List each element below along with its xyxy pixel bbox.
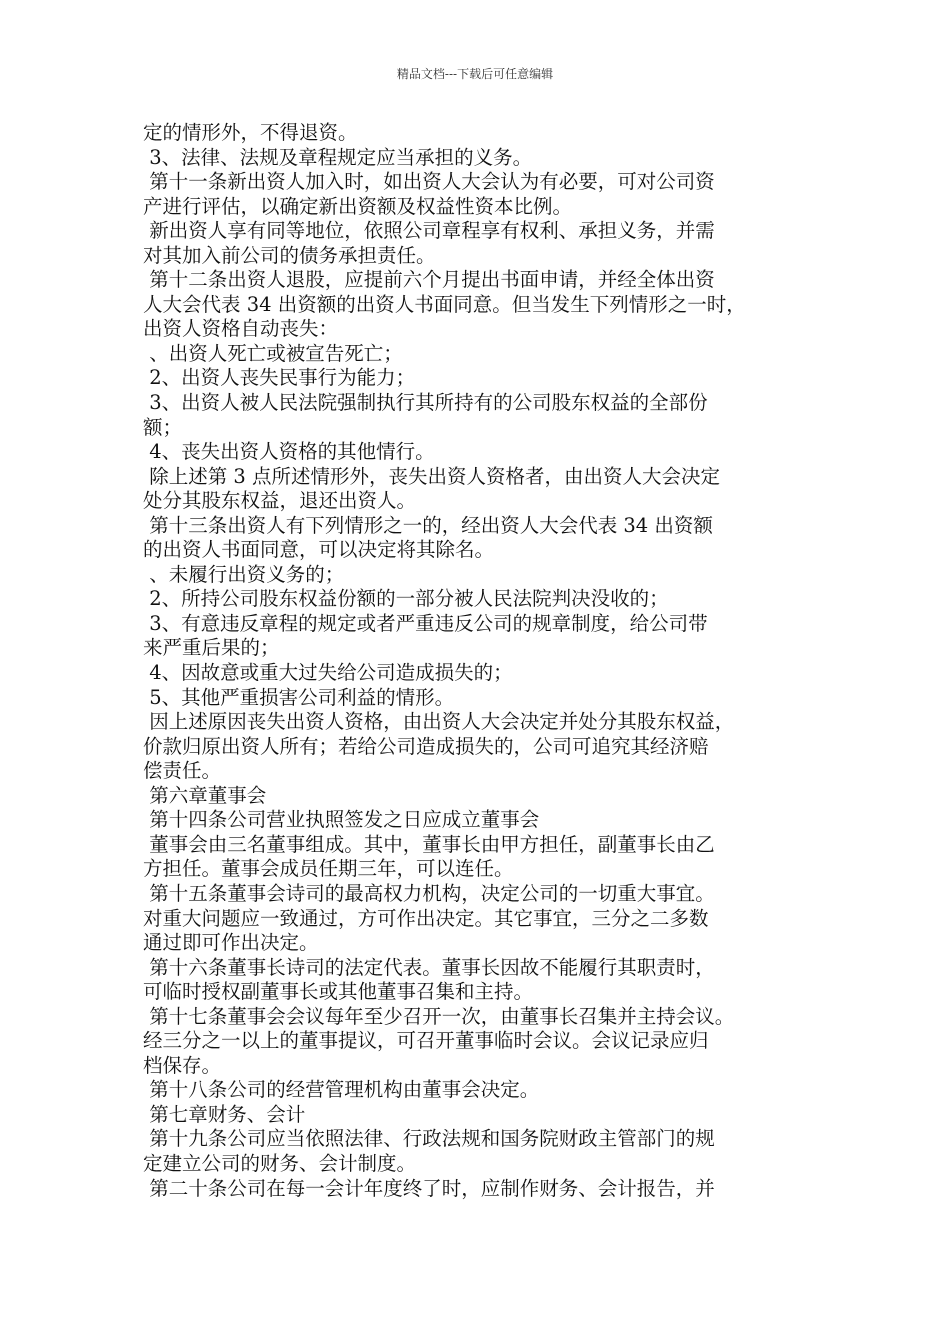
text-line: 董事会由三名董事组成。其中，董事长由甲方担任，副董事长由乙 xyxy=(143,832,715,856)
chapter-heading: 第六章董事会 xyxy=(143,783,267,807)
text-line: 通过即可作出决定。 xyxy=(143,931,319,955)
text-line: 来严重后果的； xyxy=(143,636,280,660)
text-line: 方担任。董事会成员任期三年，可以连任。 xyxy=(143,857,514,881)
text-line: 第十一条新出资人加入时，如出资人大会认为有必要，可对公司资 xyxy=(143,170,715,194)
chapter-heading: 第七章财务、会计 xyxy=(143,1102,306,1126)
text-line: 2、出资人丧失民事行为能力； xyxy=(143,366,416,390)
text-line: 第十四条公司营业执照签发之日应成立董事会 xyxy=(143,808,540,832)
text-line: 定的情形外，不得退资。 xyxy=(143,121,358,144)
text-line: 、未履行出资义务的； xyxy=(143,562,345,586)
text-line: 人大会代表 34 出资额的出资人书面同意。但当发生下列情形之一时， xyxy=(143,292,746,316)
text-line: 产进行评估，以确定新出资额及权益性资本比例。 xyxy=(143,194,573,218)
text-line: 第十五条董事会诗司的最高权力机构，决定公司的一切重大事宜。 xyxy=(143,881,715,905)
text-line: 、出资人死亡或被宣告死亡； xyxy=(143,341,403,365)
document-body xyxy=(143,121,813,1201)
text-line: 第二十条公司在每一会计年度终了时，应制作财务、会计报告，并 xyxy=(143,1176,715,1200)
text-line: 第十三条出资人有下列情形之一的，经出资人大会代表 34 出资额 xyxy=(143,513,713,537)
text-line: 对其加入前公司的债务承担责任。 xyxy=(143,243,436,267)
text-line: 除上述第 3 点所述情形外，丧失出资人资格者，由出资人大会决定 xyxy=(143,464,721,488)
text-line: 5、其他严重损害公司利益的情形。 xyxy=(143,685,455,709)
text-line: 价款归原出资人所有；若给公司造成损失的，公司可追究其经济赔 xyxy=(143,734,709,758)
text-line: 出资人资格自动丧失： xyxy=(143,317,339,341)
page-header: 精品文档---下载后可任意编辑 xyxy=(396,67,554,81)
text-line: 档保存。 xyxy=(143,1053,222,1077)
text-line: 偿责任。 xyxy=(143,759,222,783)
text-line: 第十六条董事长诗司的法定代表。董事长因故不能履行其职责时， xyxy=(143,955,715,979)
text-line: 第十二条出资人退股，应提前六个月提出书面申请，并经全体出资 xyxy=(143,268,715,292)
text-line: 3、出资人被人民法院强制执行其所持有的公司股东权益的全部份 xyxy=(143,391,708,415)
text-line: 第十八条公司的经营管理机构由董事会决定。 xyxy=(143,1078,540,1102)
text-line: 第十七条董事会会议每年至少召开一次，由董事长召集并主持会议。 xyxy=(143,1004,735,1028)
text-line: 经三分之一以上的董事提议，可召开董事临时会议。会议记录应归 xyxy=(143,1029,709,1053)
text-line: 因上述原因丧失出资人资格，由出资人大会决定并处分其股东权益， xyxy=(143,710,735,734)
text-line: 额； xyxy=(143,415,183,439)
text-line: 3、法律、法规及章程规定应当承担的义务。 xyxy=(143,145,533,169)
text-line: 处分其股东权益，退还出资人。 xyxy=(143,489,417,513)
text-line: 4、丧失出资人资格的其他情行。 xyxy=(143,440,435,464)
text-line: 新出资人享有同等地位，依照公司章程享有权利、承担义务，并需 xyxy=(143,219,715,243)
text-line: 4、因故意或重大过失给公司造成损失的； xyxy=(143,661,513,685)
text-line: 定建立公司的财务、会计制度。 xyxy=(143,1151,417,1175)
text-line: 的出资人书面同意，可以决定将其除名。 xyxy=(143,538,495,562)
text-line: 2、所持公司股东权益份额的一部分被人民法院判决没收的； xyxy=(143,587,669,611)
text-line: 可临时授权副董事长或其他董事召集和主持。 xyxy=(143,980,534,1004)
text-line: 3、有意违反章程的规定或者严重违反公司的规章制度，给公司带 xyxy=(143,611,708,635)
text-line: 第十九条公司应当依照法律、行政法规和国务院财政主管部门的规 xyxy=(143,1127,715,1151)
text-line: 对重大问题应一致通过，方可作出决定。其它事宜，三分之二多数 xyxy=(143,906,709,930)
